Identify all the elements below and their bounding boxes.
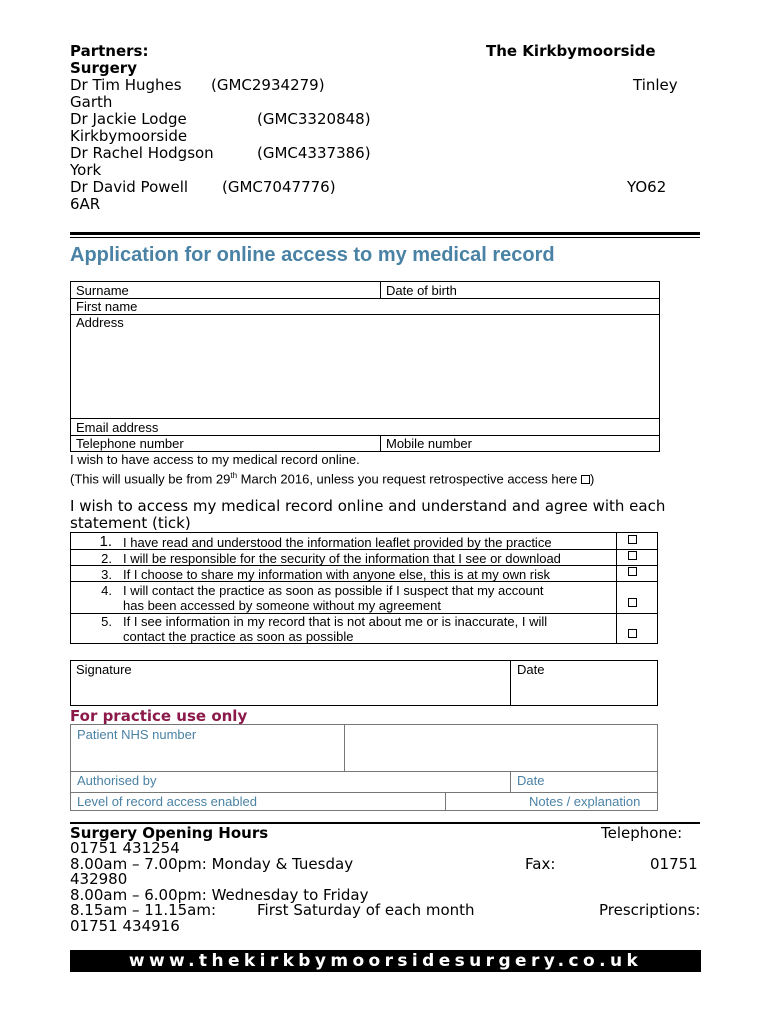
surgery-label: Surgery: [70, 59, 137, 77]
access-note-text: ): [590, 471, 595, 487]
statement-checkbox[interactable]: [628, 551, 637, 560]
header-rule-thin: [70, 237, 700, 238]
doctor-gmc: (GMC2934279): [211, 76, 325, 94]
statement-checkbox[interactable]: [628, 598, 637, 607]
doctor-gmc: (GMC3320848): [257, 110, 371, 128]
row-divider: [70, 771, 658, 772]
hours-wed-fri: 8.00am – 6.00pm: Wednesday to Friday: [70, 886, 369, 904]
address-line: YO62: [627, 178, 667, 196]
practice-use-title: For practice use only: [70, 707, 248, 725]
partners-label: Partners:: [70, 42, 149, 60]
col-divider: [510, 660, 511, 706]
fax-number-cont: 432980: [70, 870, 128, 888]
website-banner[interactable]: www.thekirkbymoorsidesurgery.co.uk: [70, 950, 701, 972]
practice-date-field[interactable]: Date: [517, 773, 545, 788]
statement-text: I have read and understood the information leaflet provided by the practice: [123, 535, 552, 550]
access-statement: I wish to have access to my medical record online.: [70, 452, 360, 467]
address-line: Kirkbymoorside: [70, 127, 188, 145]
doctor-name: Dr Rachel Hodgson: [70, 144, 214, 162]
email-field[interactable]: Email address: [76, 420, 159, 435]
telephone-label: Telephone:: [601, 824, 683, 842]
authorised-by-field[interactable]: Authorised by: [77, 773, 157, 788]
surname-field[interactable]: Surname: [76, 283, 129, 298]
statement-number: 3.: [101, 567, 112, 582]
address-line: Tinley: [633, 76, 678, 94]
statement-text: If I choose to share my information with anyone else, this is at my own risk: [123, 567, 551, 582]
statement-checkbox[interactable]: [628, 567, 637, 576]
retrospective-access-checkbox[interactable]: [581, 475, 590, 484]
mobile-field[interactable]: Mobile number: [386, 436, 472, 451]
ordinal-suffix: th: [230, 471, 238, 480]
signature-date-field[interactable]: Date: [517, 662, 545, 677]
first-name-field[interactable]: First name: [76, 299, 138, 314]
doctor-name: Dr Jackie Lodge: [70, 110, 187, 128]
address-line: York: [70, 161, 102, 179]
col-divider: [380, 435, 381, 452]
row-divider: [70, 314, 660, 315]
telephone-number: 01751 431254: [70, 839, 180, 857]
statement-number: 4.: [101, 583, 112, 598]
access-note-text: March 2016, unless you request retrospective access here: [237, 471, 582, 487]
statement-checkbox[interactable]: [628, 629, 637, 638]
hours-mon-tue: 8.00am – 7.00pm: Monday & Tuesday: [70, 855, 354, 873]
signature-table: [70, 660, 658, 706]
access-date-note: [70, 468, 594, 487]
fax-number: 01751: [650, 855, 698, 873]
address-field[interactable]: Address: [76, 315, 124, 330]
nhs-number-field[interactable]: Patient NHS number: [77, 727, 197, 742]
statement-text: I will be responsible for the security of the information that I see or download: [123, 551, 561, 566]
access-level-field[interactable]: Level of record access enabled: [77, 794, 257, 809]
telephone-field[interactable]: Telephone number: [76, 436, 184, 451]
col-divider: [380, 281, 381, 298]
signature-field[interactable]: Signature: [76, 662, 132, 677]
statement-checkbox[interactable]: [628, 535, 637, 544]
row-divider: [70, 298, 660, 299]
col-divider: [445, 792, 446, 811]
row-divider: [70, 792, 658, 793]
doctor-name: Dr Tim Hughes: [70, 76, 182, 94]
prescriptions-label: Prescriptions:: [599, 901, 701, 919]
agree-intro: I wish to access my medical record online and understand and agree with each statement (tick): [70, 497, 666, 532]
col-divider: [344, 724, 345, 771]
access-note-text: (This will usually be from 29: [70, 471, 231, 487]
statement-number: 2.: [101, 551, 112, 566]
opening-hours-title: Surgery Opening Hours: [70, 824, 269, 842]
doctor-name: Dr David Powell: [70, 178, 189, 196]
hours-saturday-time: 8.15am – 11.15am:: [70, 901, 217, 919]
statement-number: 1.: [99, 533, 112, 550]
notes-field[interactable]: Notes / explanation: [529, 794, 641, 809]
personal-details-table: [70, 281, 660, 452]
doctor-gmc: (GMC4337386): [257, 144, 371, 162]
dob-field[interactable]: Date of birth: [386, 283, 457, 298]
header-rule: [70, 232, 700, 235]
statement-text: I will contact the practice as soon as possible if I suspect that my account: [123, 583, 544, 598]
prescriptions-number: 01751 434916: [70, 917, 180, 935]
col-divider: [510, 771, 511, 792]
address-line: 6AR: [70, 195, 101, 213]
row-divider: [70, 418, 660, 419]
form-title: Application for online access to my medical record: [70, 244, 555, 266]
practice-name: The Kirkbymoorside: [486, 42, 656, 60]
address-line: Garth: [70, 93, 113, 111]
statement-number: 5.: [101, 614, 112, 629]
statement-text: contact the practice as soon as possible: [123, 629, 354, 644]
doctor-gmc: (GMC7047776): [222, 178, 336, 196]
fax-label: Fax:: [525, 855, 556, 873]
hours-saturday-desc: First Saturday of each month: [257, 901, 475, 919]
statement-text: has been accessed by someone without my agreement: [123, 598, 441, 613]
statement-text: If I see information in my record that is not about me or is inaccurate, I will: [123, 614, 548, 629]
